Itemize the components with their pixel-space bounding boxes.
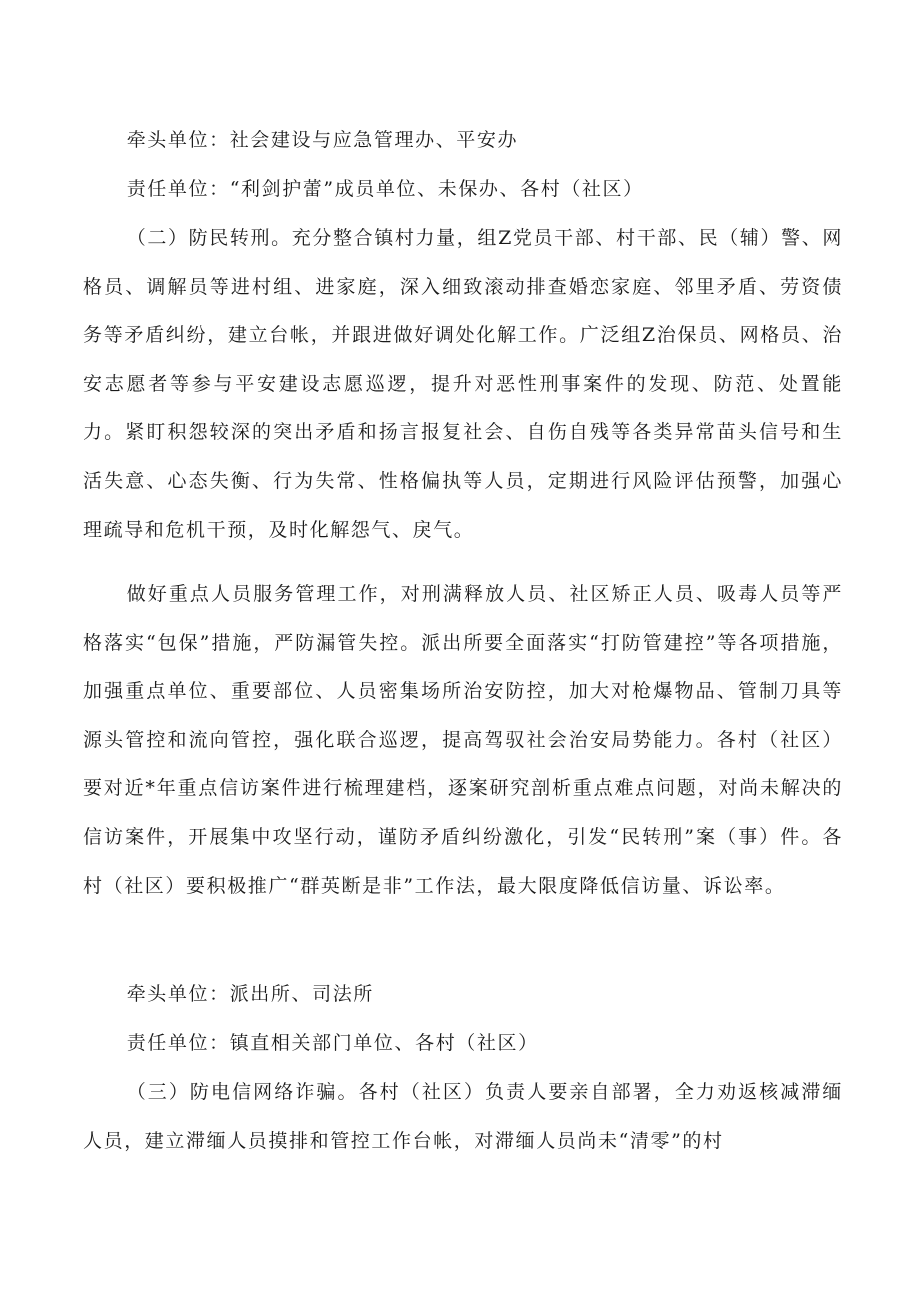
responsible-unit-paragraph-2: 责任单位：镇直相关部门单位、各村（社区）: [126, 1032, 539, 1054]
section-three-paragraph: （三）防电信网络诈骗。各村（社区）负责人要亲自部署，全力劝返核减滞缅人员，建立滞缅人员摸排和管控工作台帐，对滞缅人员尚未“清零”的村: [83, 1081, 843, 1152]
lead-unit-paragraph-1: 牵头单位：社会建设与应急管理办、平安办: [126, 129, 519, 151]
key-personnel-paragraph: 做好重点人员服务管理工作，对刑满释放人员、社区矫正人员、吸毒人员等严格落实“包保”措施，严防漏管失控。派出所要全面落实“打防管建控”等各项措施，加强重点单位、重要部位、人员密集场所治安防控，加大对枪爆物品、管制刀具等源头管控和流向管控，强化联合巡逻，提高驾驭社会治安局势能力。各村（社区）要对近*年重点信访案件进行梳理建档，逐案研究剖析重点难点问题，对尚未解决的信访案件，开展集中攻坚行动，谨防矛盾纠纷激化，引发“民转刑”案（事）件。各村（社区）要积极推广“群英断是非”工作法，最大限度降低信访量、诉讼率。: [83, 583, 843, 897]
section-two-paragraph: （二）防民转刑。充分整合镇村力量，组Z党员干部、村干部、民（辅）警、网格员、调解员等进村组、进家庭，深入细致滚动排查婚恋家庭、邻里矛盾、劳资债务等矛盾纠纷，建立台帐，并跟进做好调处化解工作。广泛组Z治保员、网格员、治安志愿者等参与平安建设志愿巡逻，提升对恶性刑事案件的发现、防范、处置能力。紧盯积怨较深的突出矛盾和扬言报复社会、自伤自残等各类异常苗头信号和生活失意、心态失衡、行为失常、性格偏执等人员，定期进行风险评估预警，加强心理疏导和危机干预，及时化解怨气、戾气。: [83, 227, 843, 541]
lead-unit-paragraph-2: 牵头单位：派出所、司法所: [126, 983, 374, 1005]
responsible-unit-paragraph-1: 责任单位：“利剑护蕾”成员单位、未保办、各村（社区）: [126, 178, 644, 200]
